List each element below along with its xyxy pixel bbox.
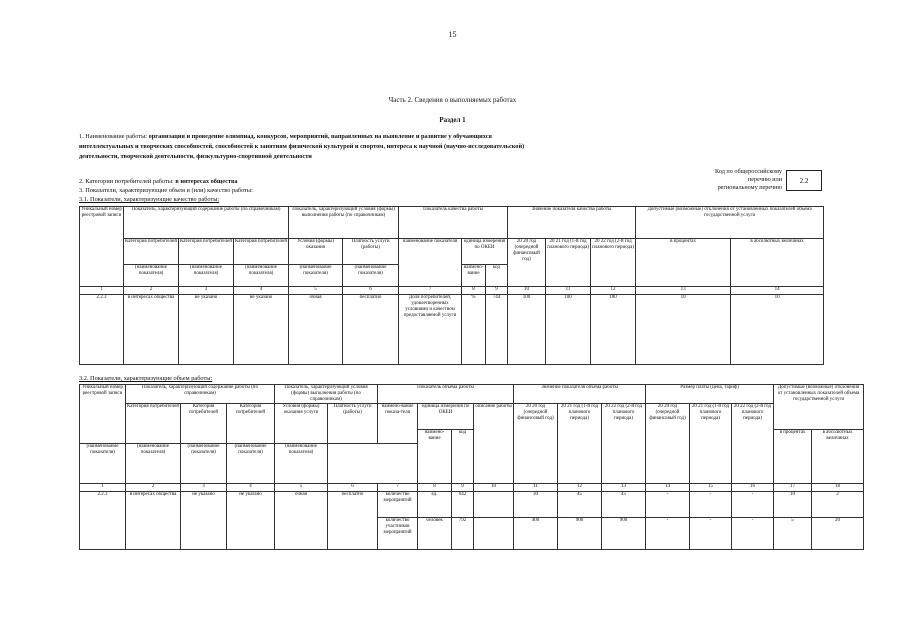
col-sub: (наименование показателя) (80, 444, 126, 484)
col-unit-name: наимено-вание (418, 430, 452, 484)
page-number: 15 (448, 30, 457, 39)
col-cond: Условия (формы) оказания (289, 239, 343, 265)
col-number: 5 (289, 287, 343, 295)
col-cat1: Категория потребителей (124, 239, 179, 265)
cell-cat1: в интересах общества (124, 295, 179, 365)
col-sub: (наименование показателя) (227, 444, 275, 484)
category-label: 2. Категории потребителей работы: (79, 178, 174, 185)
col-number: 8 (462, 287, 486, 295)
cell-desc (474, 518, 514, 550)
cell-cond: очная (275, 492, 328, 550)
col-number: 5 (275, 484, 328, 492)
cell-cat2: не указано (179, 295, 234, 365)
col-cat1: Категория потребителей (126, 404, 181, 444)
col-number: 9 (452, 484, 474, 492)
col-y2022: 20 22 год (2-й год планового периода) (591, 239, 636, 287)
col-number: 14 (731, 287, 824, 295)
col-unique-id: Уникальный номер реестровой записи (80, 385, 126, 444)
col-number: 4 (234, 287, 289, 295)
col-number: 3 (179, 287, 234, 295)
cell-p2021: - (690, 492, 732, 518)
quality-label: 3.1. Показатели, характеризующие качество работы: (79, 196, 220, 203)
col-price: Размер платы (цена, тариф) (646, 385, 774, 404)
cell-pay: бесплатно (343, 295, 399, 365)
col-sub: (наименование показателя) (124, 265, 179, 287)
col-number: 13 (602, 484, 646, 492)
col-cond: Условия (формы) оказания услуги (275, 404, 328, 444)
table-row (80, 295, 824, 365)
cell-abs: 20 (812, 518, 864, 550)
col-number: 7 (378, 484, 418, 492)
col-number: 13 (636, 287, 731, 295)
cell-v2022: 100 (591, 295, 636, 365)
col-number: 2 (126, 484, 181, 492)
cell-cat3: не указано (234, 295, 289, 365)
col-number: 3 (181, 484, 227, 492)
col-quality-value: Значение показателя качества работы (508, 207, 636, 239)
cell-cat1: в интересах общества (126, 492, 181, 550)
col-sub: (наименование показателя) (275, 444, 328, 484)
col-unit-code: код (486, 265, 508, 287)
cell-v2020: 100 (508, 295, 546, 365)
work-name-label: 1. Наименование работы: (79, 133, 148, 140)
cell-cat3: не указано (227, 492, 275, 550)
col-number: 10 (508, 287, 546, 295)
category-line (79, 178, 238, 186)
col-number: 14 (646, 484, 690, 492)
col-number: 17 (774, 484, 812, 492)
col-pct: в процентах (774, 430, 812, 484)
cell-abs: 10 (731, 295, 824, 365)
col-number: 11 (546, 287, 591, 295)
col-pct: в процентах (636, 239, 731, 287)
cell-v2021: 900 (558, 518, 602, 550)
cell-v2021: 100 (546, 295, 591, 365)
col-number: 7 (399, 287, 462, 295)
col-number: 4 (227, 484, 275, 492)
col-price-2021: 20 21 год (1-й год планового периода) (690, 404, 732, 484)
col-number: 6 (343, 287, 399, 295)
cell-pct: 10 (774, 492, 812, 518)
cell-name: Доля потребителей, удовлетворенных условиями и качеством предоставляемой услуги (399, 295, 462, 365)
cell-unit: % (462, 295, 486, 365)
col-number: 18 (812, 484, 864, 492)
col-number: 8 (418, 484, 452, 492)
col-price-2022: 20 22 год (2-й год планового периода) (732, 404, 774, 484)
col-name: наименование показателя (399, 239, 462, 287)
col-unit: единица измерения по ОКЕИ (462, 239, 508, 265)
cell-p2021: - (690, 518, 732, 550)
cell-v2022: 45 (602, 492, 646, 518)
cell-v2020: 400 (514, 518, 558, 550)
col-deviation: Допустимые (возможные) отклонения от установленных показателей объема государственной услуги (636, 207, 824, 239)
col-sub: (наименование показателя) (126, 444, 181, 484)
col-pay: Платность услуги (работы) (343, 239, 399, 265)
work-name-line2: интеллектуальных и творческих способностей, способностей к занятиям физической культурой и спортом, интереса к научной (научно-исследовательской) (79, 143, 525, 150)
col-y2020: 20 20 год (очередной финансовый год) (508, 239, 546, 287)
cell-desc (474, 492, 514, 518)
cell-pct: 10 (636, 295, 731, 365)
col-unique-id: Уникальный номер реестровой записи (80, 207, 124, 287)
col-number: 9 (486, 287, 508, 295)
col-unit-code: код (452, 430, 474, 484)
col-abs: в абсолютных величинах (731, 239, 824, 287)
work-name-value: организация и проведение олимпиад, конкурсов, мероприятий, направленных на выявление и развитие у обучающихся (148, 133, 492, 140)
cell-p2020: - (646, 492, 690, 518)
col-number: 15 (690, 484, 732, 492)
col-condition: Показатель, характеризующий условия (формы) выполнения работы (по справочникам) (275, 385, 378, 404)
col-number: 11 (514, 484, 558, 492)
part-title: Часть 2. Сведения о выполняемых работах (388, 96, 517, 104)
col-number: 2 (124, 287, 179, 295)
col-price-2020: 20 20 год (очередной финансовый год) (646, 404, 690, 484)
cell-cat2: не указано (181, 492, 227, 550)
registry-code-value: 2.2 (786, 170, 822, 191)
col-y2020: 20 20 год (очередной финансовый год) (514, 404, 558, 484)
col-sub: (наименование показателя) (289, 265, 343, 287)
col-number: 1 (80, 484, 126, 492)
work-name-line3: деятельности, творческой деятельности, физкультурно-спортивной деятельности (79, 153, 312, 160)
cell-code: 744 (486, 295, 508, 365)
col-number: 1 (80, 287, 124, 295)
col-number: 12 (591, 287, 636, 295)
col-content: Показатель, характеризующий содержание работы (по справочникам) (124, 207, 289, 239)
col-desc: описание работы (474, 404, 514, 484)
cell-v2021: 45 (558, 492, 602, 518)
col-number: 16 (732, 484, 774, 492)
cell-id: 2.2.3 (80, 295, 124, 365)
cell-v2020: 30 (514, 492, 558, 518)
cell-id: 2.2.3 (80, 492, 126, 550)
cell-unit: ед. (418, 492, 452, 518)
col-abs: в абсолютных величинах (812, 430, 864, 484)
col-name: наимено-вание показа-теля (378, 404, 418, 444)
cell-abs: 2 (812, 492, 864, 518)
volume-label: 3.2. Показатели, характеризующие объем работы: (79, 375, 213, 382)
cell-pct: 5 (774, 518, 812, 550)
indicators-label: 3. Показатели, характеризующие объем и (или) качество работы: (79, 187, 253, 194)
cell-code: 792 (452, 518, 474, 550)
col-number: 10 (474, 484, 514, 492)
section-title: Раздел 1 (439, 116, 466, 124)
col-cat3: Категория потребителей (234, 239, 289, 265)
col-condition: Показатель, характеризующий условия (формы) выполнения работы (по справочникам) (289, 207, 399, 239)
col-unit-name: наимено-вание (462, 265, 486, 287)
col-y2022: 20 22 год (2-й год планового периода) (602, 404, 646, 484)
cell-unit: человек (418, 518, 452, 550)
work-name (79, 133, 492, 141)
cell-p2022: - (732, 518, 774, 550)
col-unit: единица измерения по ОКЕИ (418, 404, 474, 430)
cell-v2022: 900 (602, 518, 646, 550)
col-cat3: Категория потребителей (227, 404, 275, 444)
table-row (80, 492, 864, 518)
quality-table (79, 206, 824, 365)
col-sub: (наименование показателя) (234, 265, 289, 287)
col-sub: (наименование показателя) (181, 444, 227, 484)
registry-code-label: Код по общероссийскому перечню или региональному перечню (714, 168, 782, 192)
col-pay: Платность услуги (работы) (328, 404, 378, 444)
col-cat2: Категория потребителей (181, 404, 227, 444)
cell-p2020: - (646, 518, 690, 550)
col-deviation: Допустимые (возможные) отклонения от установленных показателей объема государственной услуги (774, 385, 864, 430)
volume-table (79, 384, 864, 550)
col-sub: (наименование показателя) (179, 265, 234, 287)
col-number: 6 (328, 484, 378, 492)
col-quality: Показатель качества работы (399, 207, 508, 239)
category-value: в интересах общества (175, 178, 238, 185)
col-number: 12 (558, 484, 602, 492)
col-y2021: 20 21 год (1-й год планового периода) (558, 404, 602, 484)
col-cat2: Категория потребителей (179, 239, 234, 265)
cell-name: количество участников мероприятий (378, 518, 418, 550)
cell-pay: бесплатно (328, 492, 378, 550)
col-volume-value: Значение показателя объема работы (514, 385, 646, 404)
cell-code: 642 (452, 492, 474, 518)
col-sub: (наименование показателя) (343, 265, 399, 287)
col-volume: Показатель объема работы (378, 385, 514, 404)
col-y2021: 20 21 год (1-й год планового периода) (546, 239, 591, 287)
col-content: Показатель, характеризующий содержание работы (по справочникам) (126, 385, 275, 404)
cell-p2022: - (732, 492, 774, 518)
cell-cond: очная (289, 295, 343, 365)
cell-name: количество мероприятий (378, 492, 418, 518)
